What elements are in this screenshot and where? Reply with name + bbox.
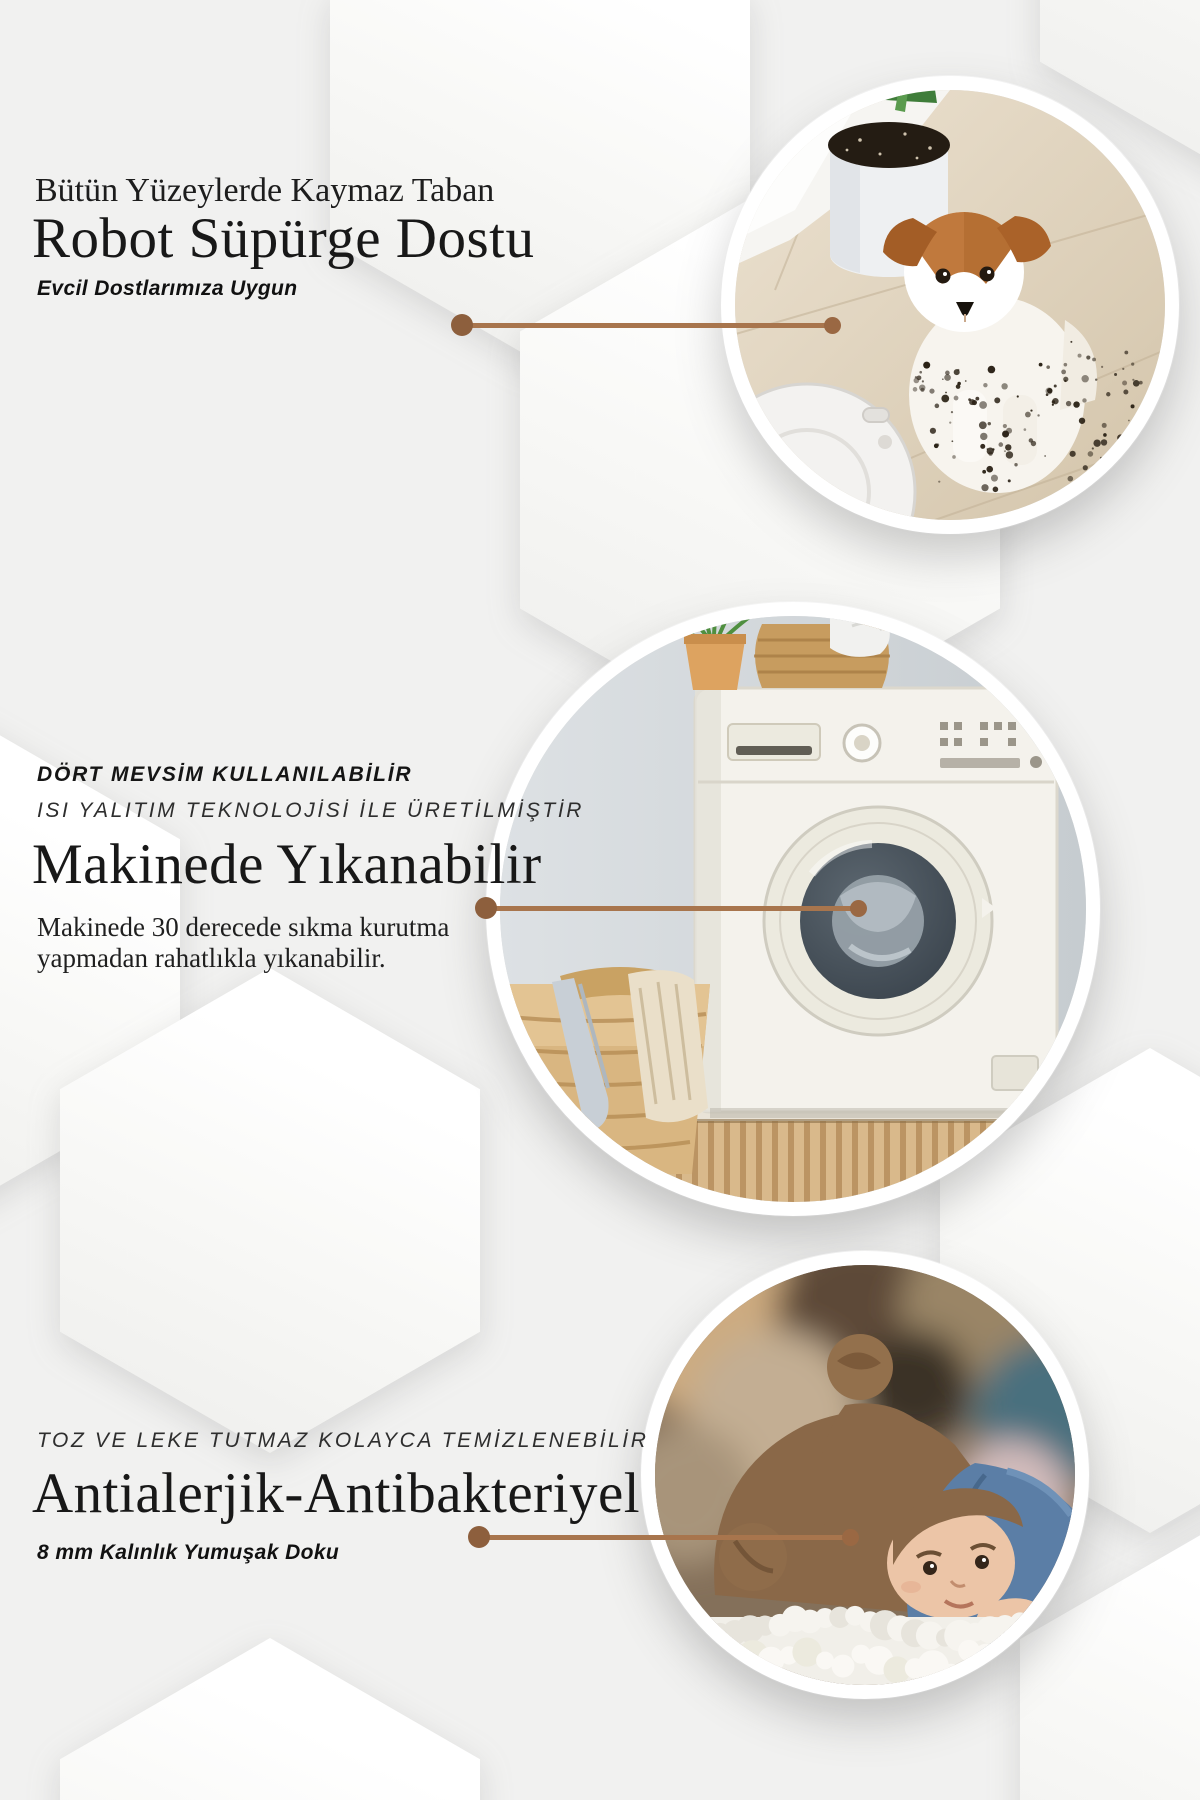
wicker-basket bbox=[754, 616, 890, 688]
section-robot-tagline: Evcil Dostlarımıza Uygun bbox=[37, 277, 298, 300]
connector-line-anti bbox=[479, 1535, 850, 1540]
section-anti-title: Antialerjik-Antibakteriyel bbox=[32, 1462, 641, 1525]
child-on-rug-illustration bbox=[655, 1265, 1075, 1685]
section-washing-body bbox=[37, 912, 449, 975]
laundry-basket bbox=[500, 967, 710, 1174]
connector-dot bbox=[824, 317, 841, 334]
body-line: yapmadan rahatlıkla yıkanabilir. bbox=[37, 943, 386, 974]
section-anti-kicker: TOZ VE LEKE TUTMAZ KOLAYCA TEMİZLENEBİLİR bbox=[37, 1429, 649, 1452]
dog-robot-vacuum-illustration bbox=[735, 90, 1165, 520]
section-washing-title: Makinede Yıkanabilir bbox=[32, 833, 542, 896]
connector-dot bbox=[475, 897, 497, 919]
section-washing-kicker-light: ISI YALITIM TEKNOLOJİSİ İLE ÜRETİLMİŞTİR bbox=[37, 799, 585, 822]
background-hexagon bbox=[60, 968, 480, 1453]
connector-line-washing bbox=[486, 906, 858, 911]
connector-dot bbox=[468, 1526, 490, 1548]
background-hexagon bbox=[60, 1638, 480, 1800]
connector-dot bbox=[451, 314, 473, 336]
connector-line-robot bbox=[462, 323, 832, 328]
washing-machine bbox=[695, 688, 1057, 1118]
section-robot-kicker: Bütün Yüzeylerde Kaymaz Taban bbox=[35, 172, 495, 209]
body-line: Makinede 30 derecede sıkma kurutma bbox=[37, 912, 450, 942]
connector-dot bbox=[850, 900, 867, 917]
connector-dot bbox=[842, 1529, 859, 1546]
photo-dog-robot-vacuum bbox=[721, 76, 1179, 534]
section-robot-title: Robot Süpürge Dostu bbox=[32, 207, 535, 270]
section-anti-tagline: 8 mm Kalınlık Yumuşak Doku bbox=[37, 1541, 340, 1564]
section-washing-kicker-bold: DÖRT MEVSİM KULLANILABİLİR bbox=[37, 763, 413, 786]
photo-child-on-rug bbox=[641, 1251, 1089, 1699]
